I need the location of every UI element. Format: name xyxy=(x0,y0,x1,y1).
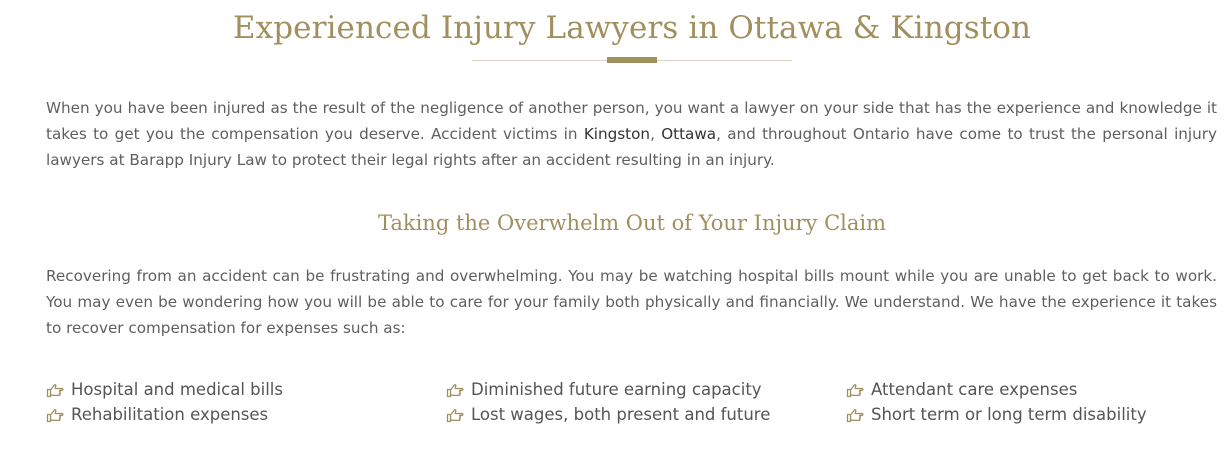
hand-point-right-icon xyxy=(46,407,64,423)
section-subheading: Taking the Overwhelm Out of Your Injury Claim xyxy=(377,211,887,235)
list-item xyxy=(446,377,846,402)
list-item-label: Lost wages, both present and future xyxy=(471,405,771,424)
page-heading: Experienced Injury Lawyers in Ottawa & Kingston xyxy=(232,10,1032,46)
intro-text-end: , and throughout Ontario have come to trust the personal injury lawyers at Barapp Injury Law to protect their legal rights after an accident resulting in an injury. xyxy=(46,125,1217,169)
intro-paragraph xyxy=(46,95,1217,173)
body-paragraph: Recovering from an accident can be frustrating and overwhelming. You may be watching hospital bills mount while you are unable to get back to work. You may even be wondering how you will be able to care for your family both physically and financially. We understand. We have the experience it takes to recover compensation for expenses such as: xyxy=(46,267,1217,337)
list-item-label: Diminished future earning capacity xyxy=(471,380,762,399)
hand-point-right-icon xyxy=(446,382,464,398)
list-item-label: Attendant care expenses xyxy=(871,380,1078,399)
list-item-label: Rehabilitation expenses xyxy=(71,405,269,424)
list-item xyxy=(46,402,446,427)
heading-divider-accent xyxy=(607,57,657,63)
intro-separator: , xyxy=(650,125,662,143)
list-item xyxy=(446,402,846,427)
hand-point-right-icon xyxy=(446,407,464,423)
hand-point-right-icon xyxy=(46,382,64,398)
list-item-label: Hospital and medical bills xyxy=(71,380,283,399)
kingston-link[interactable]: Kingston xyxy=(583,125,651,143)
list-item xyxy=(46,377,446,402)
expenses-list xyxy=(46,377,1227,427)
hand-point-right-icon xyxy=(846,407,864,423)
hand-point-right-icon xyxy=(846,382,864,398)
intro-text-start: When you have been injured as the result of the negligence of another person, you want a lawyer on your side that has the experience and knowledge it takes to get you the compensation you deserve. Accident victims in xyxy=(46,99,1217,143)
ottawa-link[interactable]: Ottawa xyxy=(661,125,717,143)
list-item-label: Short term or long term disability xyxy=(871,405,1147,424)
list-item xyxy=(846,402,1227,427)
list-item xyxy=(846,377,1227,402)
